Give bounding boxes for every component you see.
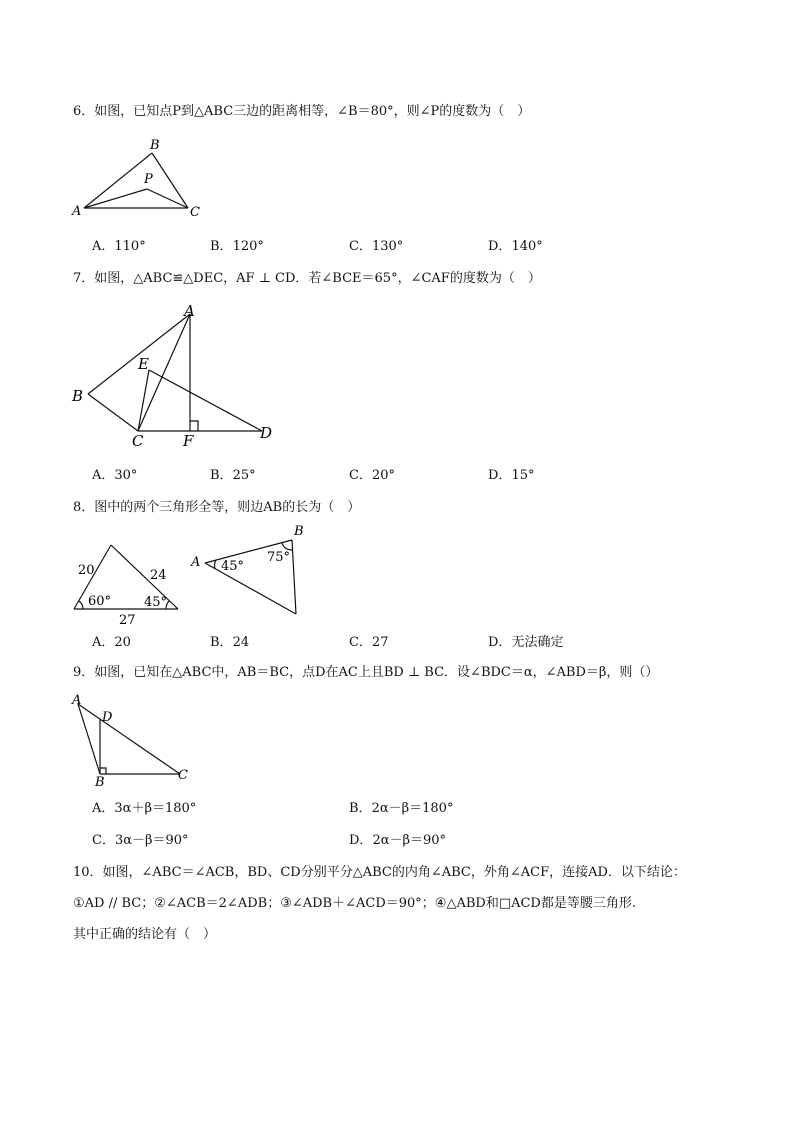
q8-angle-left: 60° xyxy=(88,594,112,609)
option-label: B． xyxy=(210,468,233,483)
q9-label-b: B xyxy=(95,775,105,790)
q7-label-a: A xyxy=(184,302,195,320)
q7-label-c: C xyxy=(132,432,144,450)
q6-label-b: B xyxy=(150,138,160,153)
option-label: A． xyxy=(92,468,115,483)
q10-conclusions: ①AD // BC；②∠ACB＝2∠ADB；③∠ADB＋∠ACD＝90°；④△ABD和□ACD都是等腰三角形. xyxy=(73,896,636,911)
option-value: 2α－β＝90° xyxy=(372,833,447,848)
q7-label-d: D xyxy=(260,424,273,442)
q8-option-d[interactable] xyxy=(488,634,563,652)
option-value: 120° xyxy=(232,239,264,254)
option-value: 3α－β＝90° xyxy=(114,833,189,848)
q9-option-a[interactable] xyxy=(92,800,196,818)
option-label: C． xyxy=(349,239,372,254)
option-label: C． xyxy=(92,833,115,848)
option-label: A． xyxy=(92,801,115,816)
option-label: C． xyxy=(349,468,372,483)
option-value: 无法确定 xyxy=(511,635,564,650)
option-label: B． xyxy=(210,635,233,650)
option-value: 15° xyxy=(511,468,535,483)
q9-stem: 9．如图，已知在△ABC中，AB＝BC，点D在AC上且BD ⊥ BC．设∠BDC＝α，∠ABD＝β，则（） xyxy=(73,665,659,680)
option-value: 130° xyxy=(371,239,404,254)
q9-option-b[interactable] xyxy=(349,800,453,818)
option-value: 2α－β＝180° xyxy=(371,801,454,816)
q7-stem: 7．如图，△ABC≌△DEC，AF ⊥ CD．若∠BCE＝65°，∠CAF的度数为（ ） xyxy=(73,271,541,286)
q8-label-a: A xyxy=(191,555,201,570)
q6-option-d[interactable] xyxy=(488,238,543,256)
q8-figure-right xyxy=(190,520,310,615)
q8-angle-b: 75° xyxy=(267,550,291,565)
option-value: 24 xyxy=(232,635,250,650)
q8-option-c[interactable] xyxy=(349,634,389,652)
q9-figure xyxy=(70,692,200,790)
q8-angle-a: 45° xyxy=(221,559,245,574)
q8-label-b: B xyxy=(294,524,304,539)
option-value: 20 xyxy=(114,635,131,650)
option-value: 27 xyxy=(371,635,389,650)
q6-option-c[interactable] xyxy=(349,238,403,256)
q8-figure-left xyxy=(66,535,196,630)
q8-option-b[interactable] xyxy=(210,634,249,652)
option-value: 30° xyxy=(114,468,138,483)
option-label: B． xyxy=(210,239,233,254)
q6-label-c: C xyxy=(190,205,200,220)
option-label: A． xyxy=(92,635,115,650)
q6-figure xyxy=(70,135,210,220)
q9-label-a: A xyxy=(72,693,82,708)
q9-label-d: D xyxy=(102,710,113,725)
q7-label-b: B xyxy=(72,387,84,405)
q6-option-b[interactable] xyxy=(210,238,264,256)
q7-option-b[interactable] xyxy=(210,467,256,485)
q8-side-bottom: 27 xyxy=(119,613,136,628)
q8-side-left: 20 xyxy=(78,563,95,578)
q8-stem: 8．图中的两个三角形全等，则边AB的长为（ ） xyxy=(73,500,361,515)
option-value: 3α＋β＝180° xyxy=(114,801,197,816)
option-label: D． xyxy=(488,239,512,254)
option-label: D． xyxy=(349,833,373,848)
q6-label-a: A xyxy=(72,204,82,219)
option-value: 20° xyxy=(371,468,395,483)
option-value: 110° xyxy=(114,239,146,254)
q9-option-c[interactable] xyxy=(92,832,189,850)
q10-question: 其中正确的结论有（ ） xyxy=(73,927,217,942)
q7-label-f: F xyxy=(183,432,194,450)
q7-option-c[interactable] xyxy=(349,467,395,485)
q8-option-a[interactable] xyxy=(92,634,131,652)
option-label: C． xyxy=(349,635,372,650)
option-value: 140° xyxy=(511,239,543,254)
q9-option-d[interactable] xyxy=(349,832,446,850)
option-label: D． xyxy=(488,635,512,650)
q10-stem: 10．如图，∠ABC＝∠ACB，BD、CD分别平分△ABC的内角∠ABC，外角∠ACF，连接AD．以下结论： xyxy=(73,865,686,880)
q6-stem: 6．如图，已知点P到△ABC三边的距离相等，∠B＝80°，则∠P的度数为（ ） xyxy=(73,104,531,119)
q7-option-a[interactable] xyxy=(92,467,137,485)
q7-option-d[interactable] xyxy=(488,467,534,485)
q7-figure xyxy=(70,302,290,452)
option-label: A． xyxy=(92,239,115,254)
q8-angle-right: 45° xyxy=(144,595,168,610)
q6-label-p: P xyxy=(144,172,153,187)
option-value: 25° xyxy=(232,468,256,483)
q8-side-right: 24 xyxy=(150,568,167,583)
option-label: D． xyxy=(488,468,512,483)
q7-label-e: E xyxy=(138,355,149,373)
option-label: B． xyxy=(349,801,372,816)
q6-option-a[interactable] xyxy=(92,238,146,256)
q9-label-c: C xyxy=(178,768,188,783)
